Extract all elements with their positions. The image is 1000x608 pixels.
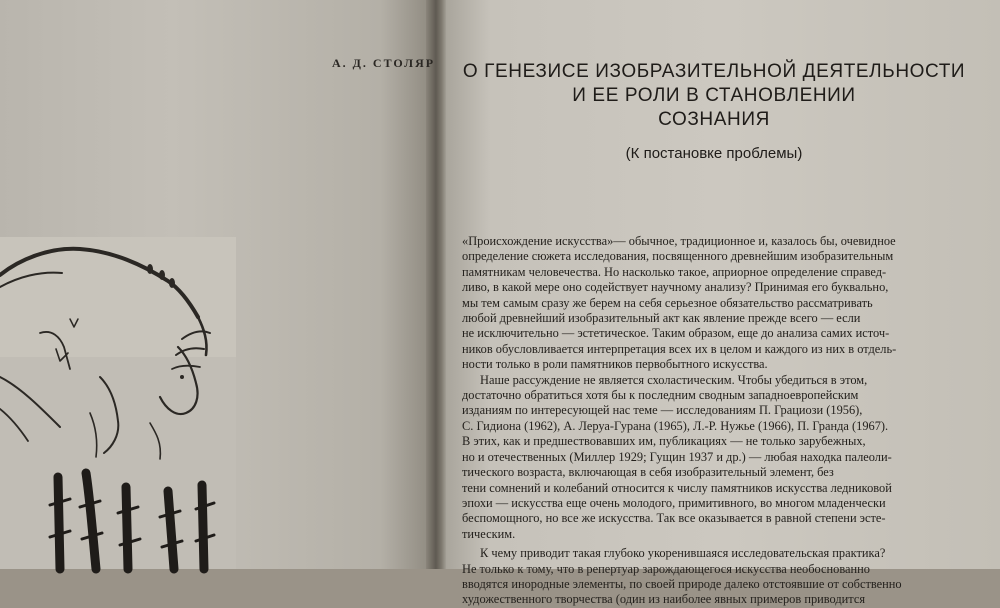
- text-line: Не только к тому, что в репертуар зарождающегося искусства необоснованно: [462, 561, 871, 576]
- paragraph-2: [462, 373, 982, 542]
- text-line: художественного творчества (один из наиболее явных примеров приводится: [462, 592, 866, 607]
- text-line: не исключительно — эстетическое. Таким образом, еще до анализа самих источ-: [462, 326, 890, 341]
- text-line: ности только в роли памятников первобытного искусства.: [462, 357, 768, 372]
- text-line: любой древнейший изобразительный акт как явление прежде всего — если: [462, 311, 861, 326]
- cave-drawing-illustration: [0, 237, 236, 569]
- text-line: К чему приводит такая глубоко укоренившаяся исследовательская практика?: [480, 546, 886, 561]
- text-line: определение сюжета исследования, посвященного древнейшим изобразительным: [462, 249, 894, 264]
- text-line: эпохи — искусства еще очень молодого, примитивного, во многом младенчески: [462, 495, 886, 510]
- text-line: вводятся инородные элементы, по своей природе далеко отстоявшие от собственно: [462, 576, 902, 591]
- title-line-2: И ЕЕ РОЛИ В СТАНОВЛЕНИИ: [572, 85, 856, 106]
- paragraph-3: [462, 546, 982, 608]
- article-subtitle: (К постановке проблемы): [625, 145, 803, 162]
- title-line-1: О ГЕНЕЗИСЕ ИЗОБРАЗИТЕЛЬНОЙ ДЕЯТЕЛЬНОСТИ: [462, 61, 966, 82]
- text-line: тическим.: [462, 526, 516, 541]
- text-line: ников обусловливается интерпретация всех их в целом и каждого из них в отдель-: [462, 341, 897, 356]
- article-title: [458, 60, 970, 132]
- text-line: достаточно обратиться хотя бы к последним сводным западноевропейским: [462, 388, 859, 403]
- paragraph-1: [462, 234, 982, 373]
- text-line: изданиям по интересующей нас теме — исследованиям П. Грациози (1956),: [462, 403, 863, 418]
- book-gutter: [426, 0, 448, 569]
- text-line: С. Гидиона (1962), А. Леруа-Гурана (1965), Л.-Р. Нужье (1966), П. Гранда (1967).: [462, 418, 889, 433]
- text-line: В этих, как и предшествовавших им, публикациях — не только зарубежных,: [462, 434, 866, 449]
- title-line-3: СОЗНАНИЯ: [658, 109, 770, 130]
- text-line: мы тем самым сразу же берем на себя серьезное обязательство рассматривать: [462, 295, 873, 310]
- text-line: беспомощного, но все же искусства. Так все оказывается в равной степени эсте-: [462, 511, 886, 526]
- text-line: тени сомнений и колебаний относится к числу памятников искусства ледниковой: [462, 480, 892, 495]
- text-line: Наше рассуждение не является схоластическим. Чтобы убедиться в этом,: [480, 372, 868, 387]
- author-name: А. Д. СТОЛЯР: [332, 56, 436, 70]
- text-line: ливо, в какой мере оно содействует научному анализу? Принимая его буквально,: [462, 280, 889, 295]
- article-body: [462, 234, 982, 608]
- text-line: «Происхождение искусства»— обычное, традиционное и, казалось бы, очевидное: [462, 234, 896, 248]
- text-line: но и отечественных (Миллер 1929; Гущин 1937 и др.) — любая находка палеоли-: [462, 449, 892, 464]
- text-line: тического возраста, включающая в себя изобразительный элемент, без: [462, 465, 834, 480]
- cave-drawing-image: [0, 237, 236, 569]
- text-line: памятникам человечества. Но насколько такое, априорное определение справед-: [462, 264, 887, 279]
